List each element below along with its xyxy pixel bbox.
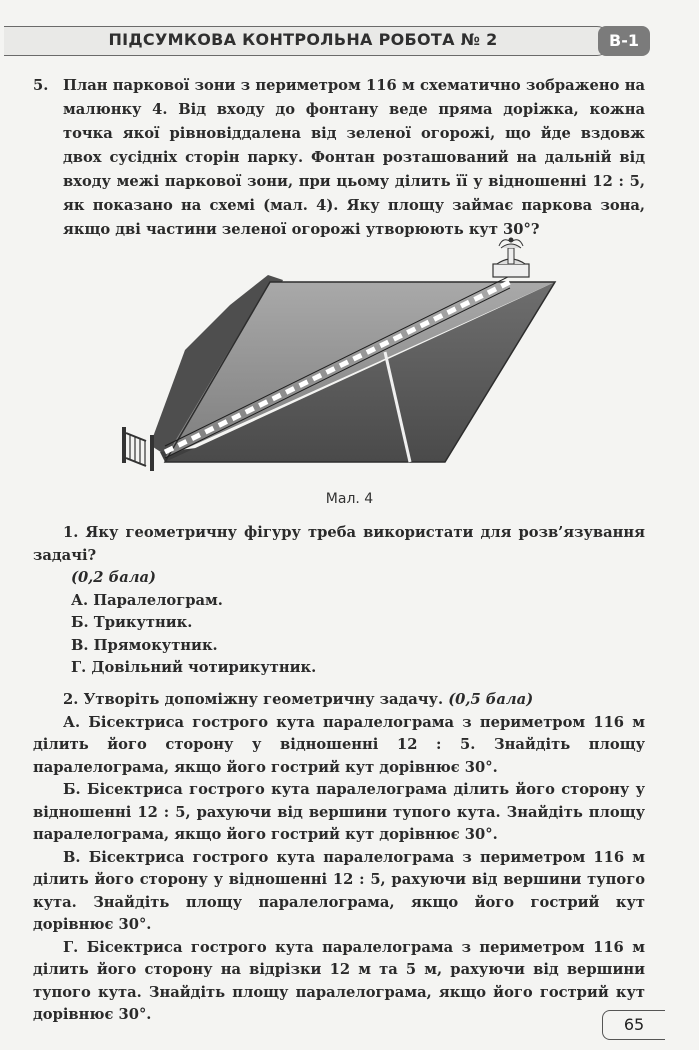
problem-text: План паркової зони з периметром 116 м схематично зображено на малюнку 4. Від входу до фонтану веде пряма доріжка, кожна точка якої рівновіддалена від зеленої огорожі, що йде вздовж двох сусідніх сторін парку. Фонтан розташований на дальній від входу межі паркової зони, при цьому ділить її у відношенні 12 : 5, як показано на схемі (мал. 4). Яку площу займає паркова зона, якщо дві частини зеленої огорожі утворюють кут 30°?	[63, 77, 645, 238]
park-illustration	[0, 230, 699, 490]
question-2-text: 2. Утворіть допоміжну геометричну задачу. (0,5 бала)	[63, 691, 534, 708]
option-1c: В. Прямокутник.	[71, 636, 218, 654]
question-1	[33, 522, 645, 680]
variant-badge: В-1	[598, 26, 650, 56]
question-2-score: (0,5 бала)	[448, 691, 534, 708]
option-2c: В. Бісектриса гострого кута паралелограма з периметром 116 м ділить його сторону у відношенні 12 : 5, рахуючи від вершини тупого кута. Знайдіть площу паралелограма, якщо його гострий кут дорівнює 30°.	[33, 848, 645, 933]
option-2a: А. Бісектриса гострого кута паралелограма з периметром 116 м ділить його сторону у відношенні 12 : 5. Знайдіть площу паралелограма, якщо його гострий кут дорівнює 30°.	[33, 713, 645, 776]
figure-caption: Мал. 4	[325, 491, 374, 507]
option-1b: Б. Трикутник.	[71, 614, 193, 631]
option-2d: Г. Бісектриса гострого кута паралелограма з периметром 116 м ділить його сторону на відрізки 12 м та 5 м, рахуючи від вершини тупого кута. Знайдіть площу паралелограма, якщо його гострий кут дорівнює 30°.	[33, 938, 645, 1023]
question-1-score: (0,2 бала)	[71, 569, 156, 586]
question-1-text: 1. Яку геометричну фігуру треба використати для розв’язування задачі?	[33, 524, 645, 564]
page-title: ПІДСУМКОВА КОНТРОЛЬНА РОБОТА № 2	[108, 30, 498, 49]
question-2	[33, 689, 645, 1027]
problem-number: 5.	[33, 77, 49, 94]
fountain-icon	[493, 238, 529, 278]
option-1d: Г. Довільний чотирикутник.	[71, 659, 317, 676]
gate-icon	[122, 427, 154, 471]
option-2b: Б. Бісектриса гострого кута паралелограма ділить його сторону у відношенні 12 : 5, рахуючи від вершини тупого кута. Знайдіть площу паралелограма, якщо його гострий кут дорівнює 30°.	[33, 781, 645, 843]
problem-5	[33, 74, 645, 242]
page-number: 65	[602, 1010, 665, 1040]
option-1a: А. Паралелограм.	[71, 591, 223, 609]
